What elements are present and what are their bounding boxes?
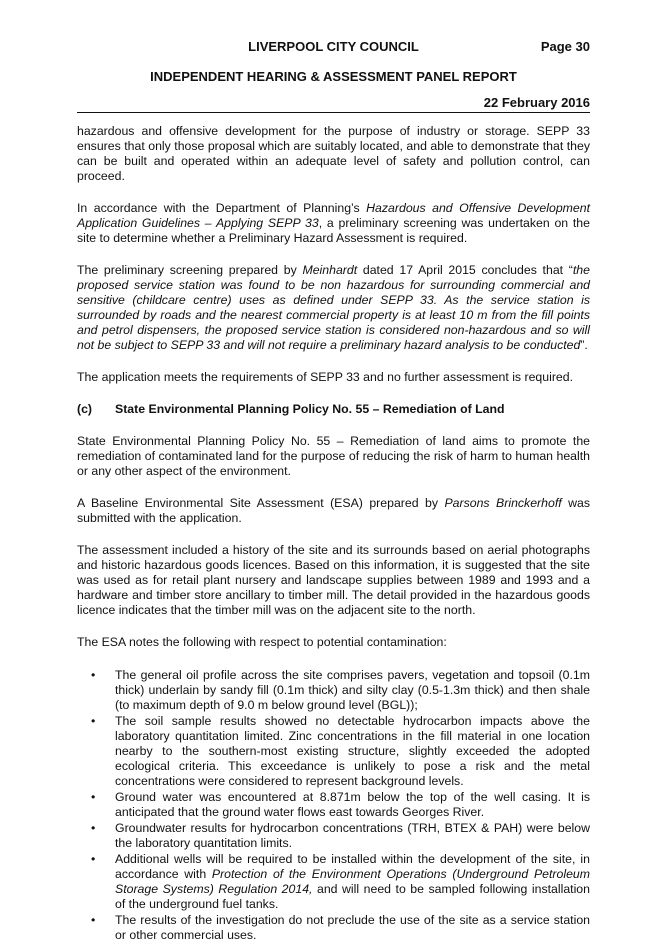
text-run: ”.	[580, 338, 588, 352]
report-date: 22 February 2016	[483, 95, 590, 110]
text-run: A Baseline Environmental Site Assessment (ESA) prepared by	[77, 496, 445, 510]
paragraph-sepp55-aims: State Environmental Planning Policy No. 55 – Remediation of land aims to promote the remediation of contaminated land for the purpose of reducing the risk of harm to human health or any other aspect of the environment.	[77, 434, 590, 478]
section-heading-c	[77, 402, 590, 417]
paragraph-department-guidelines	[77, 201, 590, 246]
bullet-icon: •	[91, 852, 96, 866]
bullet-icon: •	[91, 668, 96, 682]
council-name: LIVERPOOL CITY COUNCIL	[248, 39, 419, 54]
page-number: Page 30	[540, 39, 590, 54]
text-run: , a preliminary screening was undertaken on the site to determine whether a Preliminary Hazard Assessment is required.	[77, 216, 590, 245]
report-title: INDEPENDENT HEARING & ASSESSMENT PANEL REPORT	[150, 69, 517, 84]
list-item	[77, 913, 590, 943]
text-run: dated 17 April 2015 concludes that “	[357, 263, 573, 277]
list-item-text: The general oil profile across the site comprises pavers, vegetation and topsoil (0.1m thick) underlain by sandy fill (0.1m thick) and silty clay (0.5-1.3m thick) and then shale (to maximum depth of 9.0 m below ground level (BGL));	[115, 668, 590, 712]
list-item-text: The results of the investigation do not preclude the use of the site as a service station or other commercial uses.	[115, 913, 590, 942]
bullet-icon: •	[91, 790, 96, 804]
consultant-name: Parsons Brinckerhoff	[444, 496, 562, 510]
list-item	[77, 821, 590, 851]
document-body	[77, 124, 590, 944]
paragraph-sepp33-continued: hazardous and offensive development for the purpose of industry or storage. SEPP 33 ensures that only those proposal which are suitably located, and able to demonstrate that they can be built and operated within an adequate level of safety and pollution control, can proceed.	[77, 124, 590, 183]
paragraph-sepp33-conclusion: The application meets the requirements of SEPP 33 and no further assessment is required.	[77, 370, 574, 384]
list-item	[77, 852, 590, 912]
section-label: (c)	[77, 402, 93, 416]
list-item	[77, 714, 590, 789]
list-item-text: Ground water was encountered at 8.871m below the top of the well casing. It is anticipated that the ground water flows east towards Georges River.	[115, 790, 590, 819]
list-item	[77, 668, 590, 713]
text-run: and will need to be sampled following installation of the underground fuel tanks.	[115, 882, 590, 911]
text-run: In accordance with the Department of Planning’s	[77, 201, 367, 215]
paragraph-esa-notes: The ESA notes the following with respect to potential contamination:	[77, 635, 447, 649]
contamination-bullet-list	[77, 668, 590, 943]
text-run: The preliminary screening prepared by	[77, 263, 303, 277]
screening-quote: the proposed service station was found to be non hazardous for surrounding commercial and sensitive (childcare centre) uses as defined under SEPP 33. As the service station is surrounded by roads and the nearest commercial property is at least 10 m from the fill points and petrol dispensers, the proposed service station is considered non-hazardous and so will not be subject to SEPP 33 and will not require a preliminary hazard analysis to be conducted	[77, 263, 590, 352]
guideline-title: Hazardous and Offensive Development Application Guidelines – Applying SEPP 33	[77, 201, 590, 230]
bullet-icon: •	[91, 714, 96, 728]
paragraph-baseline-esa	[77, 496, 590, 526]
paragraph-preliminary-screening	[77, 263, 590, 353]
header-divider	[77, 112, 590, 113]
consultant-name: Meinhardt	[302, 263, 358, 277]
paragraph-site-history: The assessment included a history of the site and its surrounds based on aerial photographs and historic hazardous goods licences. Based on this information, it is suggested that the site was used as for retail plant nursery and landscape supplies between 1989 and 1993 and a hardware and timber store ancillary to timber mill. The detail provided in the hazardous goods licence indicates that the timber mill was on the adjacent site to the north.	[77, 543, 590, 617]
text-run: Additional wells will be required to be installed within the development of the site, in accordance with	[115, 852, 590, 881]
list-item	[77, 790, 590, 820]
list-item-text: Groundwater results for hydrocarbon concentrations (TRH, BTEX & PAH) were below the laboratory quantitation limits.	[115, 821, 590, 850]
header-council-line	[77, 39, 590, 54]
bullet-icon: •	[91, 913, 96, 927]
text-run: was submitted with the application.	[77, 496, 590, 525]
list-item-text: The soil sample results showed no detectable hydrocarbon impacts above the laboratory quantitation limited. Zinc concentrations in the fill material in one location nearby to the southern-most existing structure, slightly exceeded the adopted ecological criteria. This exceedance is unlikely to pose a risk and the metal concentrations were considered to represent background levels.	[115, 714, 590, 788]
section-title: State Environmental Planning Policy No. 55 – Remediation of Land	[115, 402, 505, 416]
bullet-icon: •	[91, 821, 96, 835]
regulation-title: Protection of the Environment Operations (Underground Petroleum Storage Systems) Regulation 2014,	[115, 867, 590, 896]
